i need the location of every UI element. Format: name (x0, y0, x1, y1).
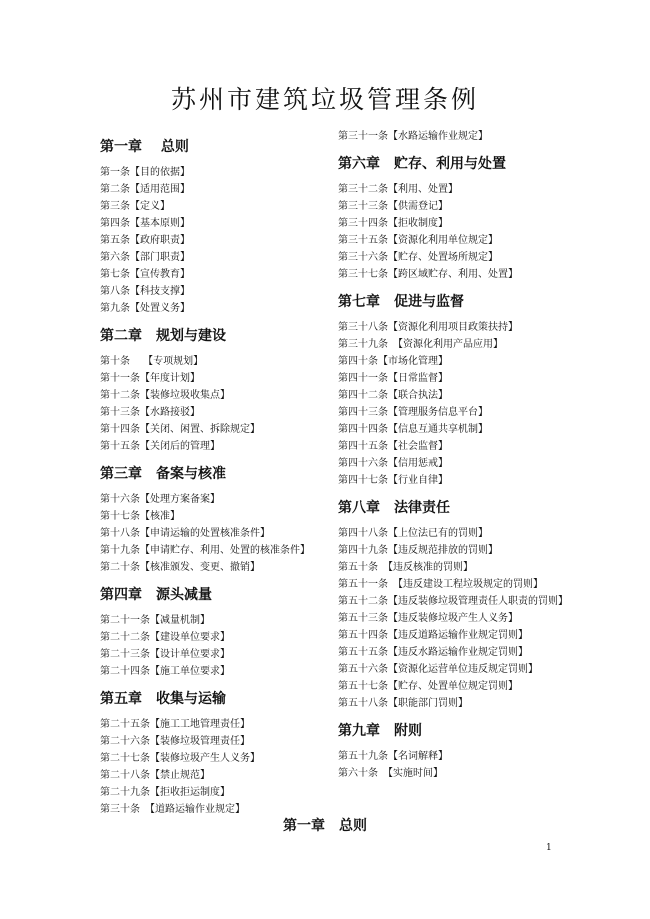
chapter-heading: 第七章 促进与监督 (338, 294, 464, 310)
toc-entry: 第五十八条【职能部门罚则】 (338, 698, 468, 709)
chapter-heading: 第三章 备案与核准 (100, 466, 226, 482)
chapter-heading: 第八章 法律责任 (338, 500, 450, 516)
toc-entry: 第二十六条【装修垃圾管理责任】 (100, 736, 250, 747)
toc-entry: 第十七条【核准】 (100, 511, 180, 522)
toc-entry: 第三十三条【供需登记】 (338, 201, 448, 212)
toc-entry: 第二十三条【设计单位要求】 (100, 649, 230, 660)
toc-entry: 第二十四条【施工单位要求】 (100, 666, 230, 677)
toc-entry: 第十八条【申请运输的处置核准条件】 (100, 528, 270, 539)
toc-entry: 第三十一条【水路运输作业规定】 (338, 131, 488, 142)
toc-entry: 第六十条 【实施时间】 (338, 768, 443, 779)
toc-entry: 第二条【适用范围】 (100, 184, 190, 195)
toc-entry: 第四十四条【信息互通共享机制】 (338, 424, 488, 435)
toc-right-column (338, 128, 593, 782)
toc-entry: 第四十一条【日常监督】 (338, 373, 448, 384)
toc-entry: 第十九条【申请贮存、利用、处置的核准条件】 (100, 545, 310, 556)
chapter-4 (100, 584, 350, 680)
toc-entry: 第七条【宣传教育】 (100, 269, 190, 280)
toc-entry: 第三十四条【拒收制度】 (338, 218, 448, 229)
toc-entry: 第九条【处置义务】 (100, 303, 190, 314)
document-title: 苏州市建筑垃圾管理条例 (170, 85, 479, 114)
chapter-6 (338, 153, 593, 283)
chapter-heading: 第九章 附则 (338, 723, 422, 739)
toc-entry: 第五十四条【违反道路运输作业规定罚则】 (338, 630, 528, 641)
toc-entry: 第四十六条【信用惩戒】 (338, 458, 448, 469)
toc-entry: 第三十七条【跨区域贮存、利用、处置】 (338, 269, 518, 280)
toc-entry: 第三十二条【利用、处置】 (338, 184, 458, 195)
chapter-heading: 第四章 源头减量 (100, 587, 212, 603)
toc-entry: 第二十二条【建设单位要求】 (100, 632, 230, 643)
toc-entry: 第一条【目的依据】 (100, 167, 190, 178)
chapter-heading: 第六章 贮存、利用与处置 (338, 156, 506, 172)
toc-entry: 第六条【部门职责】 (100, 252, 190, 263)
toc-entry: 第十一条【年度计划】 (100, 373, 200, 384)
toc-entry: 第十四条【关闭、闲置、拆除规定】 (100, 424, 260, 435)
toc-entry: 第五十五条【违反水路运输作业规定罚则】 (338, 647, 528, 658)
chapter-2 (100, 325, 350, 455)
toc-left-column (100, 128, 350, 818)
toc-entry: 第四条【基本原则】 (100, 218, 190, 229)
toc-entry: 第二十七条【装修垃圾产生人义务】 (100, 753, 260, 764)
toc-entry: 第二十五条【施工工地管理责任】 (100, 719, 250, 730)
toc-entry: 第五十九条【名词解释】 (338, 751, 448, 762)
chapter-heading: 第一章 总则 (100, 139, 189, 155)
toc-entry: 第三十六条【贮存、处置场所规定】 (338, 252, 498, 263)
toc-entry: 第五十条 【违反核准的罚则】 (338, 562, 473, 573)
toc-entry: 第五十六条【资源化运营单位违反规定罚则】 (338, 664, 538, 675)
chapter-3 (100, 463, 350, 576)
toc-entry: 第十二条【装修垃圾收集点】 (100, 390, 230, 401)
toc-entry: 第四十三条【管理服务信息平台】 (338, 407, 488, 418)
toc-entry: 第四十五条【社会监督】 (338, 441, 448, 452)
chapter-7 (338, 291, 593, 489)
toc-entry: 第四十八条【上位法已有的罚则】 (338, 528, 488, 539)
toc-entry: 第五十三条【违反装修垃圾产生人义务】 (338, 613, 518, 624)
chapter-5 (100, 688, 350, 818)
toc-entry: 第四十九条【违反规范排放的罚则】 (338, 545, 498, 556)
toc-entry: 第三十五条【资源化利用单位规定】 (338, 235, 498, 246)
toc-entry: 第二十九条【拒收拒运制度】 (100, 787, 230, 798)
chapter-heading: 第五章 收集与运输 (100, 691, 226, 707)
chapter-8 (338, 497, 593, 712)
toc-entry: 第二十条【核准颁发、变更、撤销】 (100, 562, 260, 573)
chapter-1 (100, 136, 350, 317)
toc-entry: 第二十一条【减量机制】 (100, 615, 210, 626)
toc-entry: 第二十八条【禁止规范】 (100, 770, 210, 781)
chapter-9 (338, 720, 593, 782)
toc-entry: 第十条 【专项规划】 (100, 356, 204, 367)
toc-entry: 第五十七条【贮存、处置单位规定罚则】 (338, 681, 518, 692)
toc-entry: 第四十二条【联合执法】 (338, 390, 448, 401)
toc-entry: 第四十七条【行业自律】 (338, 475, 448, 486)
toc-entry: 第三条【定义】 (100, 201, 170, 212)
toc-entry: 第三十九条 【资源化利用产品应用】 (338, 339, 503, 350)
toc-entry: 第十六条【处理方案备案】 (100, 494, 220, 505)
toc-entry: 第十五条【关闭后的管理】 (100, 441, 220, 452)
toc-entry: 第四十条【市场化管理】 (338, 356, 448, 367)
toc-entry: 第五十二条【违反装修垃圾管理责任人职责的罚则】 (338, 596, 568, 607)
toc-entry: 第五十一条 【违反建设工程垃圾规定的罚则】 (338, 579, 543, 590)
toc-entry: 第十三条【水路接驳】 (100, 407, 200, 418)
toc-entry: 第五条【政府职责】 (100, 235, 190, 246)
page-number: 1 (546, 843, 552, 853)
chapter-heading: 第二章 规划与建设 (100, 328, 226, 344)
toc-entry: 第三十条 【道路运输作业规定】 (100, 804, 245, 815)
section-heading: 第一章 总则 (283, 818, 367, 834)
toc-entry: 第三十八条【资源化利用项目政策扶持】 (338, 322, 518, 333)
toc-entry: 第八条【科技支撑】 (100, 286, 190, 297)
